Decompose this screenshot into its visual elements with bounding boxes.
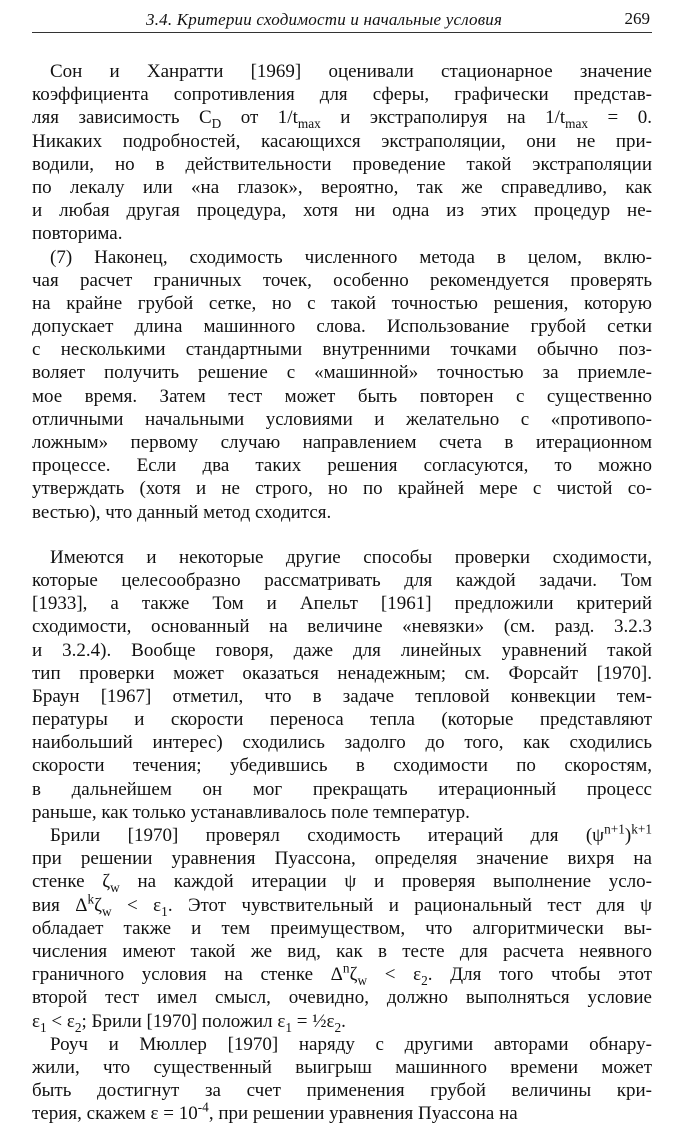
paragraph — [32, 546, 652, 824]
text-line: Никаких подробностей, касающихся экстраполяции, они не при- — [32, 130, 652, 152]
text-line: мое время. Затем тест может быть повторен с существенно — [32, 385, 652, 407]
text-line: коэффициента сопротивления для сферы, графически представ- — [32, 84, 652, 106]
text-line: допускает длина машинного слова. Использование грубой сетки — [32, 316, 652, 338]
text-line: вия $\Delta^k\zeta_w < \varepsilon_1$. Этот чувствительный и рациональный тест для ψ — [32, 893, 652, 917]
text-line: повторима. — [32, 223, 123, 245]
text-line: жили, что существенный выигрыш машинного времени может — [32, 1056, 652, 1078]
text-line: тип проверки может оказаться ненадежным; см. Форсайт [1970]. — [32, 662, 652, 684]
text-line: которые целесообразно рассматривать для каждой задачи. Том — [32, 569, 652, 591]
text-line: водили, но в действительности проведение такой экстраполяции — [32, 153, 652, 175]
text-line: $\varepsilon_1 < \varepsilon_2$; Брили [1970] положил $\varepsilon_1$ = $\frac{1}{2}\varepsilon_2$. — [32, 1010, 346, 1033]
text-line: в дальнейшем он мог прекращать итерационный процесс — [32, 778, 652, 800]
paragraph — [32, 60, 652, 246]
text-line: и любая другая процедура, хотя ни одна из этих процедур не- — [32, 200, 652, 222]
text-line: наибольший интерес) сходились задолго до того, как сходились — [32, 732, 652, 754]
text-line: отличными начальными условиями и желательно с «противопо- — [32, 408, 652, 430]
text-line: вестью), что данный метод сходится. — [32, 501, 332, 523]
paragraph — [32, 1033, 652, 1125]
text-line: ложным» первому случаю направлением счета в итерационном — [32, 432, 652, 453]
text-line: Сон и Ханратти [1969] оценивали стационарное значение — [50, 61, 652, 82]
text-line: на крайне грубой сетке, но с такой точностью решения, которую — [32, 292, 652, 314]
page-header — [32, 6, 652, 33]
text-line: Брили [1970] проверял сходимость итераций для $(\psi^{n+1})^{k+1}$ — [50, 824, 652, 846]
text-line: второй тест имел смысл, очевидно, должно выполняться условие — [32, 987, 652, 1009]
text-line: пературы и скорости переноса тепла (которые представляют — [32, 709, 652, 731]
body-text — [32, 60, 652, 1125]
text-line: числения имеют такой же вид, как в тесте для расчета неявного — [32, 940, 652, 962]
text-line: Имеются и некоторые другие способы проверки сходимости, — [50, 546, 652, 568]
text-line: терия, скажем $\varepsilon = 10^{-4}$, при решении уравнения Пуассона на — [32, 1102, 518, 1125]
paragraph — [32, 824, 652, 1033]
page-number: 269 — [624, 9, 650, 28]
text-line: Роуч и Мюллер [1970] наряду с другими авторами обнару- — [50, 1033, 652, 1055]
text-line: скорости течения; убедившись в сходимости по скоростям, — [32, 755, 652, 777]
text-line: (7) Наконец, сходимость численного метода в целом, вклю- — [50, 246, 652, 268]
text-line: чая расчет граничных точек, особенно рекомендуется проверять — [32, 269, 652, 291]
text-line: ляя зависимость $C_D$ от $1/t_{max}$ и экстраполируя на $1/t_{max} = 0$. — [32, 107, 652, 130]
text-line: процессе. Если два таких решения согласуются, то можно — [32, 455, 652, 477]
text-line: сходимости, основанный на величине «невязки» (см. разд. 3.2.3 — [32, 616, 652, 638]
text-line: воляет получить решение с «машинной» точностью за приемле- — [32, 362, 652, 384]
text-line: быть достигнут за счет применения грубой величины кри- — [32, 1080, 652, 1102]
paragraph — [32, 246, 652, 524]
text-line: с несколькими стандартными внутренними точками обычно поз- — [32, 339, 652, 361]
text-line: стенке $\zeta_w$ на каждой итерации ψ и проверяя выполнение усло- — [32, 871, 652, 894]
text-line: и 3.2.4). Вообще говоря, даже для линейных уравнений такой — [32, 639, 652, 661]
running-head: 3.4. Критерии сходимости и начальные условия — [146, 10, 503, 29]
text-line: обладает также и тем преимуществом, что алгоритмически вы- — [32, 917, 652, 939]
text-line: при решении уравнения Пуассона, определяя значение вихря на — [32, 848, 652, 870]
text-line: по лекалу или «на глазок», вероятно, так же справедливо, как — [32, 176, 652, 198]
text-line: [1933], а также Том и Апельт [1961] предложили критерий — [32, 593, 652, 615]
text-line: граничного условия на стенке $\Delta^n\zeta_w < \varepsilon_2$. Для того чтобы этот — [32, 963, 652, 987]
text-line: утверждать (хотя и не строго, но по крайней мере с чистой со- — [32, 478, 652, 500]
text-line: раньше, как только устанавливалось поле температур. — [32, 801, 470, 823]
text-line: Браун [1967] отметил, что в задаче тепловой конвекции тем- — [32, 685, 652, 707]
